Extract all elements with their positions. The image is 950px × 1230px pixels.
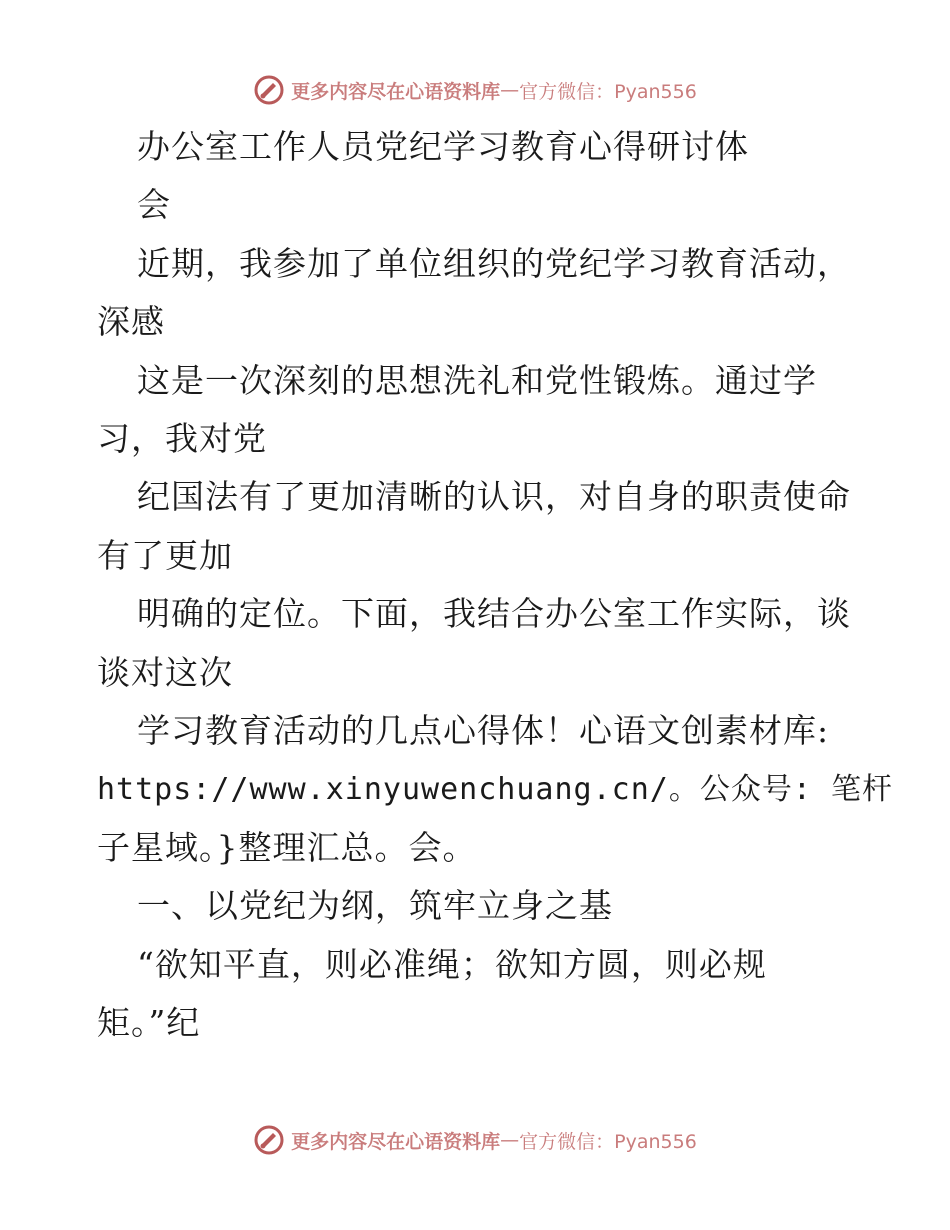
paragraph-line: 明确的定位。下面，我结合办公室工作实际，谈 xyxy=(137,594,851,633)
paragraph-line: 子星域。}整理汇总。会。 xyxy=(97,828,477,867)
watermark-wechat-text: 官方微信：Pyan556 xyxy=(519,1130,697,1153)
brand-logo-icon xyxy=(253,74,285,106)
paragraph-line: 习，我对党 xyxy=(97,419,267,458)
paragraph-line: 矩。”纪 xyxy=(97,1003,201,1042)
header-watermark xyxy=(0,70,950,110)
watermark-separator: — xyxy=(500,1129,520,1151)
paragraph-line: 谈对这次 xyxy=(97,653,233,692)
paragraph-line: 纪国法有了更加清晰的认识，对自身的职责使命 xyxy=(137,477,851,516)
paragraph-line: 近期，我参加了单位组织的党纪学习教育活动， xyxy=(137,244,851,283)
document-title-line-2: 会 xyxy=(137,185,171,224)
paragraph-line: 学习教育活动的几点心得体！心语文创素材库: xyxy=(137,711,830,750)
watermark-separator: — xyxy=(500,79,520,101)
document-title-line-1: 办公室工作人员党纪学习教育心得研讨体 xyxy=(137,127,749,166)
watermark-wechat-text: 官方微信：Pyan556 xyxy=(519,80,697,103)
paragraph-line: 有了更加 xyxy=(97,536,233,575)
section-heading: 一、以党纪为纲，筑牢立身之基 xyxy=(137,886,613,925)
brand-logo-icon xyxy=(253,1124,285,1156)
paragraph-line: 这是一次深刻的思想洗礼和党性锻炼。通过学 xyxy=(137,361,817,400)
watermark-site-text: 更多内容尽在心语资料库 xyxy=(291,80,501,103)
paragraph-line: 深感 xyxy=(97,302,165,341)
footer-watermark xyxy=(0,1120,950,1160)
paragraph-line: “欲知平直，则必准绳；欲知方圆，则必规 xyxy=(137,945,767,984)
paragraph-line-url: https://www.xinyuwenchuang.cn/。公众号: 笔杆 xyxy=(97,772,893,807)
watermark-site-text: 更多内容尽在心语资料库 xyxy=(291,1130,501,1153)
